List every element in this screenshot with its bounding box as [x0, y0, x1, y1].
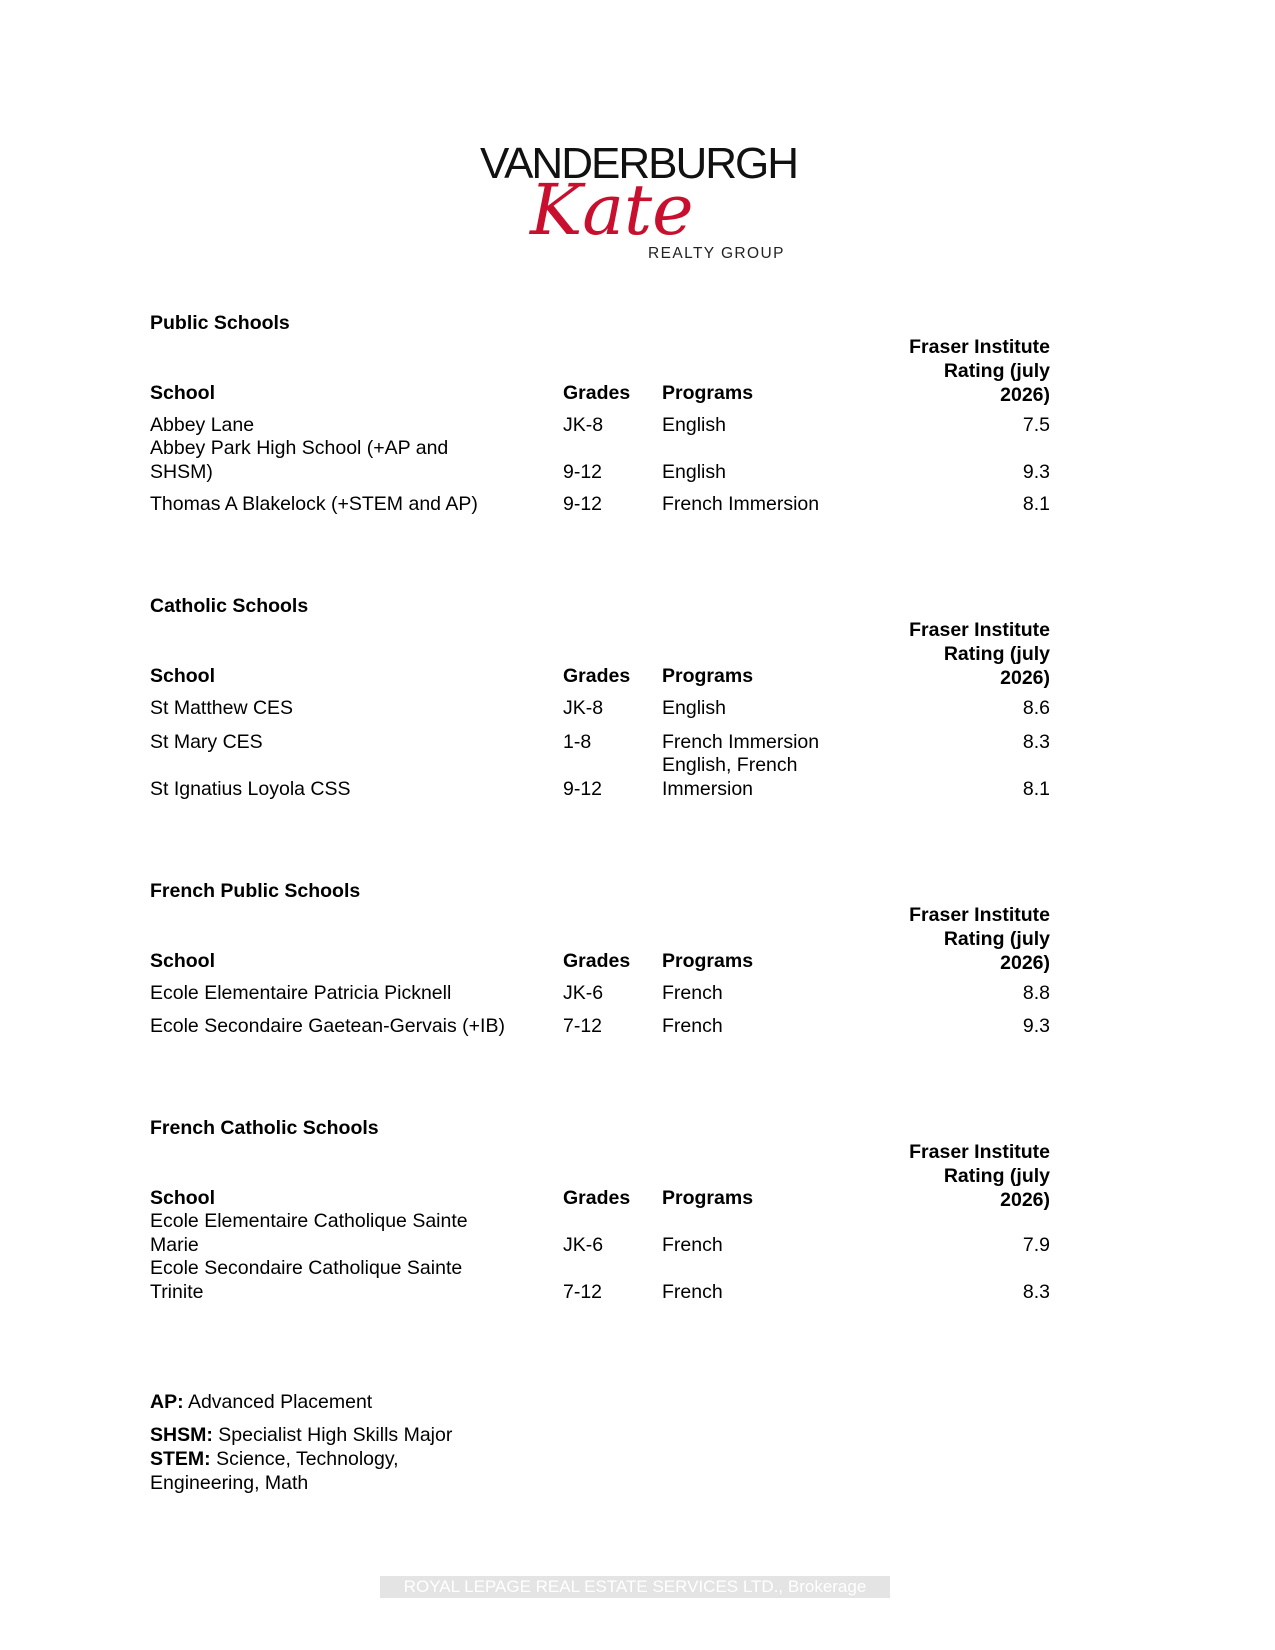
school-programs: English, French Immersion: [662, 754, 798, 800]
section-catholic-schools: [150, 595, 1050, 800]
header-programs: Programs: [662, 665, 754, 687]
section-public-schools: [150, 312, 1050, 515]
school-programs: French: [662, 982, 723, 1004]
school-name: Abbey Park High School (+AP and SHSM): [150, 437, 449, 483]
school-programs: French Immersion: [662, 731, 820, 753]
section-french-catholic-schools: [150, 1117, 1050, 1317]
legend-item: SHSM: Specialist High Skills Major: [150, 1424, 453, 1446]
school-rating: 9.3: [1022, 1015, 1050, 1037]
school-rating: 8.3: [1022, 1281, 1050, 1303]
header-school: School: [150, 950, 216, 972]
abbreviation-legend: [150, 1390, 510, 1495]
school-rating: 8.1: [1022, 493, 1050, 515]
school-name: St Matthew CES: [150, 697, 294, 719]
header-grades: Grades: [563, 382, 631, 404]
school-rating: 9.3: [1022, 461, 1050, 483]
header-school: School: [150, 1187, 216, 1209]
brokerage-footer: ROYAL LEPAGE REAL ESTATE SERVICES LTD., Brokerage: [380, 1576, 890, 1598]
school-name: Ecole Elementaire Patricia Picknell: [150, 982, 452, 1004]
school-programs: French Immersion: [662, 493, 820, 515]
school-name: Ecole Elementaire Catholique Sainte Marie: [150, 1210, 468, 1256]
school-name: Ecole Secondaire Catholique Sainte Trinite: [150, 1257, 463, 1303]
school-grades: 9-12: [563, 778, 603, 800]
school-name: Abbey Lane: [150, 414, 255, 436]
header-grades: Grades: [563, 1187, 631, 1209]
logo-tagline: REALTY GROUP: [648, 245, 785, 262]
header-grades: Grades: [563, 665, 631, 687]
header-rating: Fraser Institute Rating (july 2026): [909, 1141, 1050, 1211]
school-grades: JK-6: [563, 1234, 604, 1256]
school-grades: 9-12: [563, 461, 603, 483]
school-programs: English: [662, 414, 726, 436]
school-name: St Ignatius Loyola CSS: [150, 778, 351, 800]
section-title: Public Schools: [150, 312, 290, 334]
school-name: Ecole Secondaire Gaetean-Gervais (+IB): [150, 1015, 505, 1037]
header-rating: Fraser Institute Rating (july 2026): [909, 336, 1050, 406]
section-title: French Catholic Schools: [150, 1117, 379, 1139]
legend-item: STEM: Science, Technology, Engineering, Math: [150, 1448, 399, 1494]
school-rating: 8.1: [1022, 778, 1050, 800]
brand-logo: [470, 140, 830, 290]
school-grades: 7-12: [563, 1281, 603, 1303]
school-programs: English: [662, 697, 726, 719]
school-grades: JK-8: [563, 697, 604, 719]
school-grades: 7-12: [563, 1015, 603, 1037]
school-rating: 8.3: [1022, 731, 1050, 753]
school-programs: French: [662, 1234, 723, 1256]
school-rating: 7.9: [1022, 1234, 1050, 1256]
section-title: Catholic Schools: [150, 595, 309, 617]
school-rating: 7.5: [1022, 414, 1050, 436]
header-rating: Fraser Institute Rating (july 2026): [909, 619, 1050, 689]
header-rating: Fraser Institute Rating (july 2026): [909, 904, 1050, 974]
school-grades: 1-8: [563, 731, 592, 753]
header-school: School: [150, 382, 216, 404]
school-name: St Mary CES: [150, 731, 263, 753]
school-grades: JK-8: [563, 414, 604, 436]
school-programs: English: [662, 461, 726, 483]
legend-item: AP: Advanced Placement: [150, 1391, 373, 1413]
logo-wordmark: VANDERBURGH: [480, 139, 798, 188]
school-rating: 8.6: [1022, 697, 1050, 719]
school-name: Thomas A Blakelock (+STEM and AP): [150, 493, 478, 515]
section-french-public-schools: [150, 880, 1050, 1050]
header-programs: Programs: [662, 382, 754, 404]
school-grades: 9-12: [563, 493, 603, 515]
header-programs: Programs: [662, 1187, 754, 1209]
logo-script: Kate: [530, 169, 694, 251]
school-rating: 8.8: [1022, 982, 1050, 1004]
header-grades: Grades: [563, 950, 631, 972]
section-title: French Public Schools: [150, 880, 361, 902]
school-grades: JK-6: [563, 982, 604, 1004]
school-programs: French: [662, 1281, 723, 1303]
header-school: School: [150, 665, 216, 687]
header-programs: Programs: [662, 950, 754, 972]
school-programs: French: [662, 1015, 723, 1037]
